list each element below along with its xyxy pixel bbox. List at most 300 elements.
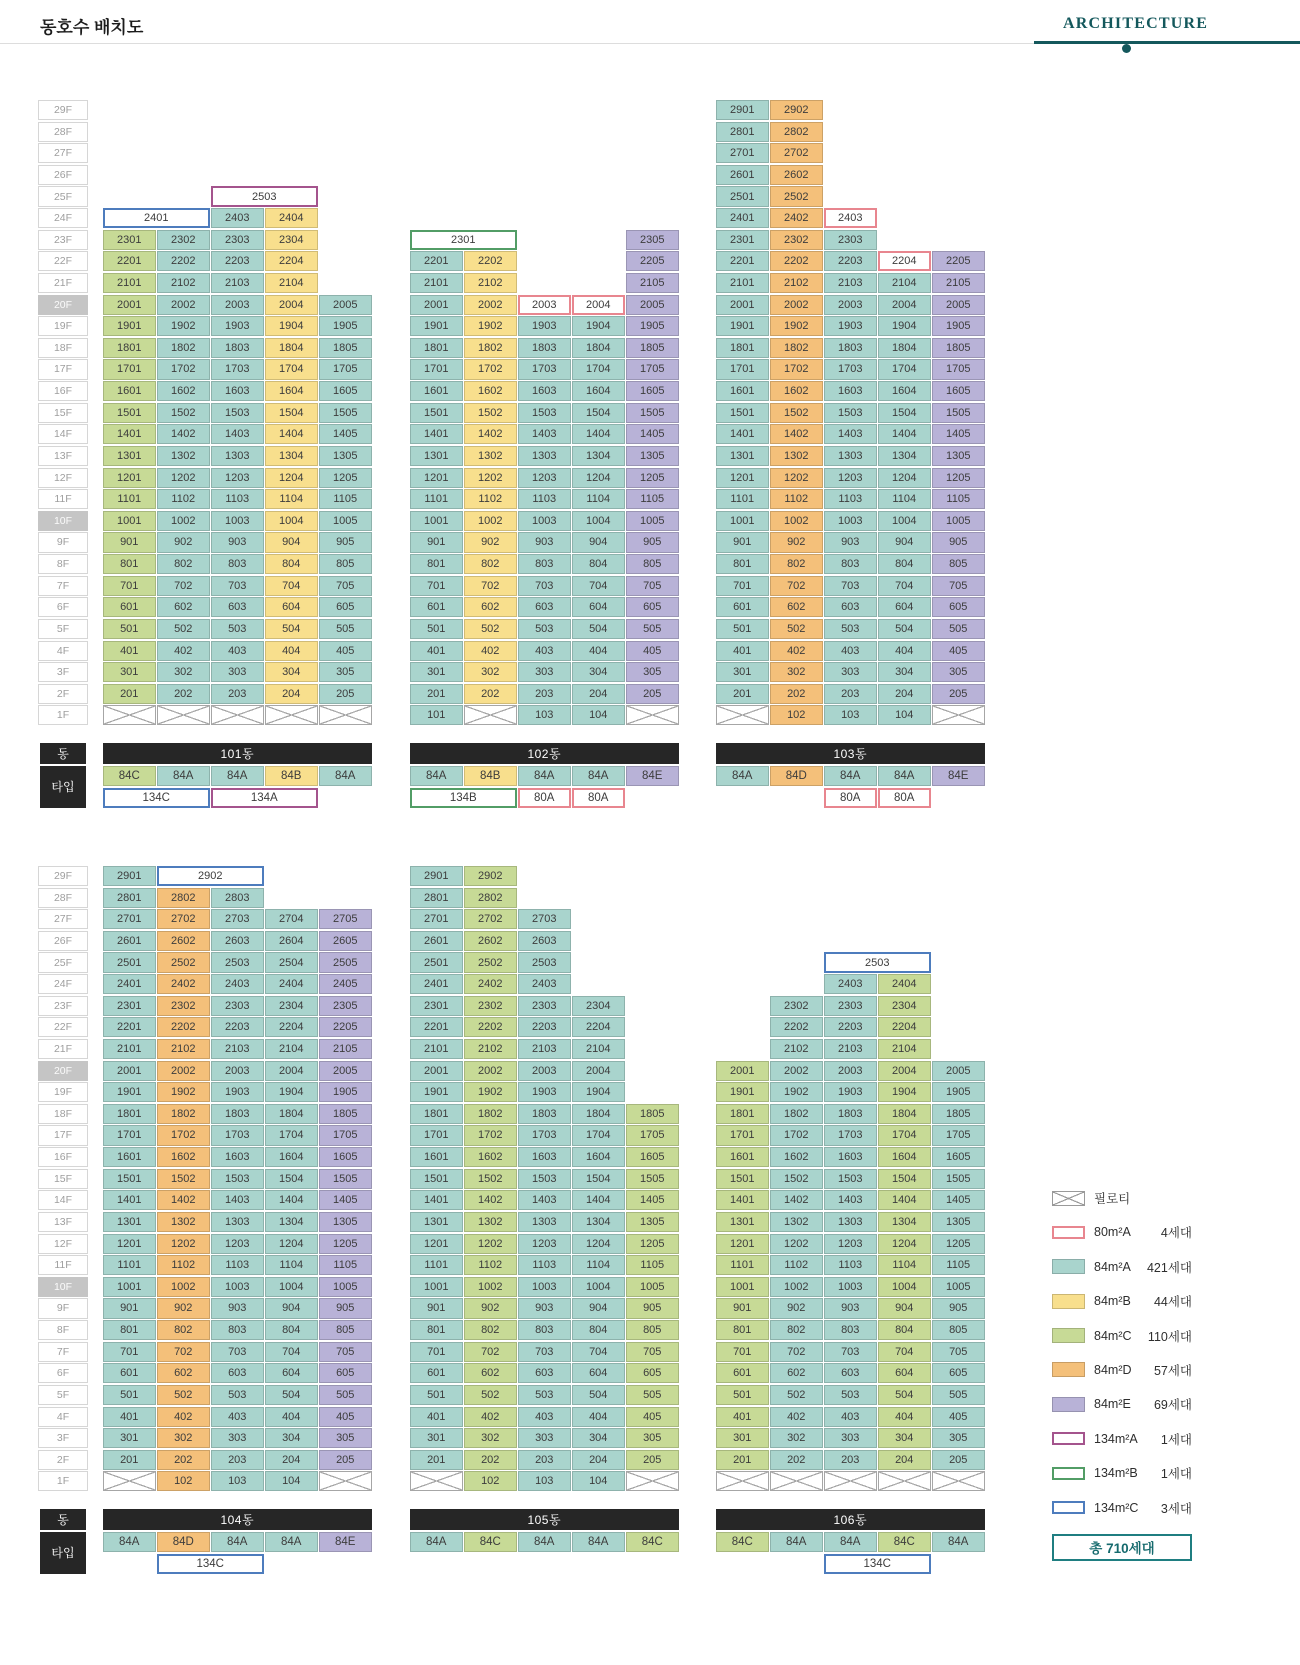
unit-cell: 803	[518, 554, 571, 574]
floor-label: 10F	[38, 511, 88, 531]
unit-cell: 2105	[319, 1039, 372, 1059]
unit-cell: 1103	[824, 1255, 877, 1275]
unit-cell: 2705	[319, 909, 372, 929]
type-134B-swatch-icon	[1052, 1467, 1085, 1480]
unit-cell: 1504	[572, 1169, 625, 1189]
unit-cell: 502	[464, 619, 517, 639]
unit-cell: 201	[103, 1450, 156, 1470]
unit-cell: 1803	[824, 338, 877, 358]
unit-cell: 1802	[464, 1104, 517, 1124]
unit-cell: 1401	[716, 424, 769, 444]
unit-cell: 1902	[157, 316, 210, 336]
unit-cell: 1705	[319, 1125, 372, 1145]
unit-cell: 2501	[410, 952, 463, 972]
unit-cell: 801	[103, 1320, 156, 1340]
piloti-cell	[103, 1471, 156, 1491]
unit-cell: 1303	[824, 1212, 877, 1232]
unit-cell: 702	[157, 1342, 210, 1362]
unit-cell: 603	[824, 597, 877, 617]
unit-cell: 1704	[572, 359, 625, 379]
unit-cell: 1803	[824, 1104, 877, 1124]
unit-cell: 1002	[157, 1277, 210, 1297]
unit-cell-outlined: 2403	[824, 208, 877, 228]
unit-cell: 1805	[932, 338, 985, 358]
unit-cell: 2802	[464, 888, 517, 908]
piloti-cell	[265, 705, 318, 725]
unit-cell: 2902	[464, 866, 517, 886]
unit-cell: 604	[572, 597, 625, 617]
unit-cell: 2301	[103, 996, 156, 1016]
unit-cell: 304	[878, 662, 931, 682]
unit-cell: 1001	[103, 511, 156, 531]
unit-cell: 804	[878, 554, 931, 574]
unit-cell: 1204	[572, 1234, 625, 1254]
unit-cell: 302	[770, 662, 823, 682]
floor-label: 21F	[38, 1039, 88, 1059]
unit-cell: 1904	[572, 1082, 625, 1102]
unit-cell: 2001	[716, 1061, 769, 1081]
unit-cell: 2201	[410, 1017, 463, 1037]
unit-cell: 2003	[211, 1061, 264, 1081]
type-cell: 84A	[211, 1532, 264, 1552]
unit-cell: 2603	[518, 931, 571, 951]
unit-cell: 1303	[211, 1212, 264, 1232]
unit-cell: 2002	[157, 1061, 210, 1081]
unit-cell: 1902	[770, 316, 823, 336]
unit-cell: 2501	[716, 186, 769, 206]
unit-cell: 104	[265, 1471, 318, 1491]
unit-cell: 702	[770, 1342, 823, 1362]
floor-label: 23F	[38, 230, 88, 250]
unit-cell: 801	[103, 554, 156, 574]
unit-cell: 1801	[103, 338, 156, 358]
unit-cell: 1403	[824, 1190, 877, 1210]
unit-cell: 2205	[319, 1017, 372, 1037]
unit-cell: 2801	[410, 888, 463, 908]
unit-cell: 203	[211, 1450, 264, 1470]
unit-cell: 1605	[626, 381, 679, 401]
unit-cell: 2403	[211, 208, 264, 228]
floor-label: 17F	[38, 1125, 88, 1145]
unit-cell: 1603	[824, 381, 877, 401]
unit-cell: 2305	[319, 996, 372, 1016]
unit-cell: 1402	[464, 1190, 517, 1210]
legend-item-80a	[1052, 1224, 1192, 1240]
unit-cell: 1001	[410, 1277, 463, 1297]
unit-cell: 505	[932, 619, 985, 639]
unit-cell: 903	[211, 1298, 264, 1318]
unit-cell: 2204	[265, 251, 318, 271]
unit-cell: 1104	[572, 1255, 625, 1275]
unit-cell: 603	[518, 1363, 571, 1383]
unit-cell: 1504	[878, 403, 931, 423]
unit-cell: 1701	[716, 359, 769, 379]
floor-label: 20F	[38, 1061, 88, 1081]
unit-cell: 302	[157, 662, 210, 682]
unit-cell: 303	[211, 662, 264, 682]
unit-cell: 605	[932, 1363, 985, 1383]
unit-cell: 2104	[265, 1039, 318, 1059]
unit-cell: 902	[464, 532, 517, 552]
unit-cell: 2104	[878, 273, 931, 293]
unit-cell: 2004	[572, 1061, 625, 1081]
floor-label: 7F	[38, 576, 88, 596]
unit-cell: 1201	[410, 468, 463, 488]
unit-cell: 1801	[103, 1104, 156, 1124]
unit-cell: 804	[265, 1320, 318, 1340]
unit-cell: 905	[932, 532, 985, 552]
unit-cell: 604	[265, 597, 318, 617]
unit-cell: 1702	[770, 359, 823, 379]
type-134C-swatch-icon	[1052, 1501, 1085, 1514]
unit-cell: 804	[878, 1320, 931, 1340]
unit-cell: 403	[211, 1407, 264, 1427]
unit-cell: 2002	[770, 295, 823, 315]
unit-cell: 2202	[464, 251, 517, 271]
type-80A-swatch-icon	[1052, 1226, 1085, 1239]
unit-cell: 101	[410, 705, 463, 725]
unit-cell: 404	[878, 641, 931, 661]
unit-cell: 904	[572, 532, 625, 552]
unit-cell: 604	[878, 597, 931, 617]
unit-cell: 305	[626, 662, 679, 682]
unit-cell: 1001	[716, 1277, 769, 1297]
unit-cell: 2204	[265, 1017, 318, 1037]
unit-cell: 1703	[824, 1125, 877, 1145]
unit-cell: 305	[626, 1428, 679, 1448]
unit-cell: 2001	[103, 295, 156, 315]
type-134A-swatch-icon	[1052, 1432, 1085, 1445]
unit-cell: 305	[932, 662, 985, 682]
unit-cell: 1302	[157, 1212, 210, 1232]
unit-cell: 1203	[211, 1234, 264, 1254]
unit-cell: 1502	[157, 403, 210, 423]
unit-cell: 1701	[410, 359, 463, 379]
type-84E-swatch-icon	[1052, 1397, 1085, 1412]
unit-cell: 2403	[824, 974, 877, 994]
unit-cell: 2004	[878, 1061, 931, 1081]
unit-cell: 1601	[410, 381, 463, 401]
floor-label: 16F	[38, 381, 88, 401]
unit-cell: 1701	[410, 1125, 463, 1145]
unit-cell: 1903	[211, 316, 264, 336]
floor-label: 28F	[38, 888, 88, 908]
unit-cell: 2502	[770, 186, 823, 206]
type-cell: 84D	[157, 1532, 210, 1552]
unit-cell: 1503	[824, 1169, 877, 1189]
unit-cell: 1802	[464, 338, 517, 358]
unit-cell: 103	[518, 705, 571, 725]
special-type-cell: 134C	[157, 1554, 264, 1574]
unit-cell: 1703	[211, 1125, 264, 1145]
unit-cell: 1504	[265, 1169, 318, 1189]
floor-label: 24F	[38, 208, 88, 228]
unit-cell: 201	[410, 1450, 463, 1470]
unit-cell: 2402	[157, 974, 210, 994]
type-cell: 84E	[932, 766, 985, 786]
unit-cell: 2402	[464, 974, 517, 994]
unit-cell: 1501	[410, 1169, 463, 1189]
legend-count: 69세대	[1153, 1398, 1192, 1413]
unit-cell: 802	[464, 554, 517, 574]
unit-cell: 1105	[626, 1255, 679, 1275]
unit-cell: 1101	[410, 489, 463, 509]
unit-cell: 1702	[464, 1125, 517, 1145]
unit-cell: 1104	[572, 489, 625, 509]
special-type-cell: 80A	[824, 788, 877, 808]
unit-cell: 1205	[626, 468, 679, 488]
unit-cell: 1304	[265, 1212, 318, 1232]
unit-cell: 2303	[211, 996, 264, 1016]
unit-cell: 2003	[518, 1061, 571, 1081]
unit-cell: 702	[464, 576, 517, 596]
unit-cell: 2403	[518, 974, 571, 994]
unit-cell: 501	[410, 619, 463, 639]
unit-cell: 1502	[770, 403, 823, 423]
unit-cell: 704	[878, 1342, 931, 1362]
unit-cell: 1604	[878, 1147, 931, 1167]
building-name-bar: 105동	[410, 1509, 679, 1530]
unit-cell: 301	[410, 662, 463, 682]
unit-cell-outlined: 2004	[572, 295, 625, 315]
legend-count: 44세대	[1153, 1295, 1192, 1310]
unit-cell: 1305	[319, 1212, 372, 1232]
unit-cell: 1204	[878, 468, 931, 488]
unit-cell: 1603	[211, 381, 264, 401]
legend-item-84e	[1052, 1396, 1192, 1412]
unit-cell: 2405	[319, 974, 372, 994]
unit-cell: 602	[464, 597, 517, 617]
floor-label: 16F	[38, 1147, 88, 1167]
unit-cell: 301	[103, 1428, 156, 1448]
unit-cell: 1204	[265, 468, 318, 488]
legend-count: 110세대	[1147, 1329, 1192, 1344]
unit-cell: 802	[157, 554, 210, 574]
unit-cell: 705	[626, 576, 679, 596]
unit-cell: 1803	[518, 338, 571, 358]
piloti-cell	[770, 1471, 823, 1491]
unit-cell: 1004	[878, 511, 931, 531]
unit-cell: 2005	[319, 1061, 372, 1081]
unit-cell: 202	[157, 684, 210, 704]
unit-cell: 501	[103, 619, 156, 639]
floor-label: 22F	[38, 251, 88, 271]
unit-cell: 1903	[211, 1082, 264, 1102]
unit-cell: 205	[319, 684, 372, 704]
unit-cell: 1804	[572, 1104, 625, 1124]
unit-cell: 402	[770, 1407, 823, 1427]
unit-cell: 1203	[518, 468, 571, 488]
unit-cell: 602	[464, 1363, 517, 1383]
floor-label: 15F	[38, 403, 88, 423]
unit-cell: 805	[319, 1320, 372, 1340]
unit-cell: 2802	[770, 122, 823, 142]
unit-cell: 803	[824, 1320, 877, 1340]
legend-item-84d	[1052, 1362, 1192, 1378]
special-type-cell: 134A	[211, 788, 318, 808]
unit-cell: 304	[878, 1428, 931, 1448]
unit-cell: 2203	[211, 1017, 264, 1037]
floor-label: 21F	[38, 273, 88, 293]
type-84A-swatch-icon	[1052, 1259, 1085, 1274]
unit-cell: 2801	[716, 122, 769, 142]
unit-cell: 1602	[464, 381, 517, 401]
type-cell: 84B	[464, 766, 517, 786]
legend-count: 1세대	[1160, 1432, 1192, 1447]
legend-item-84c	[1052, 1328, 1192, 1344]
unit-cell: 1704	[572, 1125, 625, 1145]
unit-cell: 1401	[103, 1190, 156, 1210]
unit-cell: 1805	[319, 338, 372, 358]
unit-cell: 903	[518, 1298, 571, 1318]
type-cell: 84A	[932, 1532, 985, 1552]
unit-cell: 2304	[265, 996, 318, 1016]
unit-cell: 704	[572, 1342, 625, 1362]
unit-cell: 503	[211, 1385, 264, 1405]
unit-cell: 603	[211, 597, 264, 617]
unit-cell: 903	[518, 532, 571, 552]
unit-cell: 1804	[572, 338, 625, 358]
unit-cell: 1204	[265, 1234, 318, 1254]
unit-cell: 501	[410, 1385, 463, 1405]
unit-cell: 901	[716, 532, 769, 552]
unit-cell: 2502	[464, 952, 517, 972]
unit-cell: 504	[265, 1385, 318, 1405]
building-name-bar: 106동	[716, 1509, 985, 1530]
unit-cell: 2602	[157, 931, 210, 951]
type-cell: 84A	[572, 1532, 625, 1552]
unit-cell: 405	[626, 1407, 679, 1427]
unit-cell: 804	[265, 554, 318, 574]
building-name-bar: 104동	[103, 1509, 372, 1530]
unit-cell: 1901	[410, 316, 463, 336]
floor-label: 5F	[38, 1385, 88, 1405]
unit-cell: 1903	[824, 1082, 877, 1102]
unit-cell: 1602	[770, 381, 823, 401]
unit-cell: 2002	[464, 1061, 517, 1081]
unit-cell: 2301	[103, 230, 156, 250]
unit-cell: 1101	[410, 1255, 463, 1275]
unit-cell: 1102	[464, 1255, 517, 1275]
unit-cell: 2602	[770, 165, 823, 185]
unit-cell: 2001	[103, 1061, 156, 1081]
unit-cell: 303	[824, 1428, 877, 1448]
unit-cell: 1405	[932, 1190, 985, 1210]
unit-cell: 702	[464, 1342, 517, 1362]
unit-cell: 1905	[626, 316, 679, 336]
unit-cell: 1003	[824, 1277, 877, 1297]
unit-cell: 1105	[626, 489, 679, 509]
unit-cell: 2504	[265, 952, 318, 972]
unit-cell: 204	[265, 684, 318, 704]
unit-cell: 303	[518, 662, 571, 682]
unit-cell: 1403	[518, 1190, 571, 1210]
unit-cell: 1302	[770, 1212, 823, 1232]
unit-cell: 1903	[518, 1082, 571, 1102]
unit-cell: 1902	[770, 1082, 823, 1102]
unit-cell: 2101	[103, 273, 156, 293]
unit-cell: 1305	[626, 1212, 679, 1232]
unit-cell: 402	[157, 1407, 210, 1427]
unit-cell: 2604	[265, 931, 318, 951]
unit-cell: 902	[464, 1298, 517, 1318]
unit-cell: 703	[824, 1342, 877, 1362]
unit-cell: 605	[319, 597, 372, 617]
unit-cell: 1805	[319, 1104, 372, 1124]
unit-cell: 2303	[518, 996, 571, 1016]
unit-cell: 1005	[626, 511, 679, 531]
floor-label: 6F	[38, 597, 88, 617]
unit-cell: 2103	[824, 273, 877, 293]
unit-cell: 901	[410, 1298, 463, 1318]
unit-cell: 2102	[770, 1039, 823, 1059]
unit-cell: 2102	[464, 273, 517, 293]
unit-cell: 2104	[878, 1039, 931, 1059]
unit-cell: 1503	[518, 403, 571, 423]
unit-cell: 1901	[103, 316, 156, 336]
unit-cell: 1701	[103, 359, 156, 379]
unit-cell: 1904	[265, 316, 318, 336]
unit-cell: 2003	[211, 295, 264, 315]
unit-cell: 804	[572, 1320, 625, 1340]
unit-cell: 1302	[464, 1212, 517, 1232]
unit-cell: 1602	[464, 1147, 517, 1167]
unit-cell: 1703	[824, 359, 877, 379]
unit-cell: 204	[572, 684, 625, 704]
unit-cell: 2004	[265, 1061, 318, 1081]
unit-cell: 601	[716, 1363, 769, 1383]
unit-cell: 401	[716, 641, 769, 661]
unit-cell: 2302	[464, 996, 517, 1016]
unit-cell: 1002	[770, 1277, 823, 1297]
floor-label: 4F	[38, 641, 88, 661]
piloti-cell	[103, 705, 156, 725]
unit-cell: 2304	[878, 996, 931, 1016]
unit-cell: 1801	[716, 1104, 769, 1124]
type-cell: 84A	[103, 1532, 156, 1552]
unit-cell: 701	[716, 1342, 769, 1362]
unit-cell: 1303	[518, 446, 571, 466]
unit-cell: 2005	[932, 1061, 985, 1081]
unit-cell: 1905	[932, 316, 985, 336]
unit-cell: 1705	[932, 359, 985, 379]
unit-cell: 2102	[770, 273, 823, 293]
unit-cell: 1605	[932, 1147, 985, 1167]
unit-cell: 1004	[265, 1277, 318, 1297]
unit-cell: 801	[716, 554, 769, 574]
floor-label: 15F	[38, 1169, 88, 1189]
unit-cell: 502	[770, 619, 823, 639]
unit-cell: 1502	[464, 1169, 517, 1189]
unit-cell: 2001	[716, 295, 769, 315]
unit-cell: 501	[716, 1385, 769, 1405]
unit-cell: 1004	[878, 1277, 931, 1297]
unit-cell: 1304	[572, 1212, 625, 1232]
floor-label: 13F	[38, 1212, 88, 1232]
page-title: 동호수 배치도	[40, 18, 144, 37]
unit-cell: 1102	[157, 489, 210, 509]
unit-cell: 2203	[824, 251, 877, 271]
unit-cell: 1505	[932, 1169, 985, 1189]
unit-cell: 1004	[572, 511, 625, 531]
unit-cell: 501	[716, 619, 769, 639]
unit-cell: 1003	[211, 511, 264, 531]
unit-cell: 1003	[518, 511, 571, 531]
unit-cell: 1003	[518, 1277, 571, 1297]
legend-label: 134m²A	[1094, 1431, 1138, 1446]
unit-cell: 1805	[626, 1104, 679, 1124]
piloti-cell	[716, 1471, 769, 1491]
